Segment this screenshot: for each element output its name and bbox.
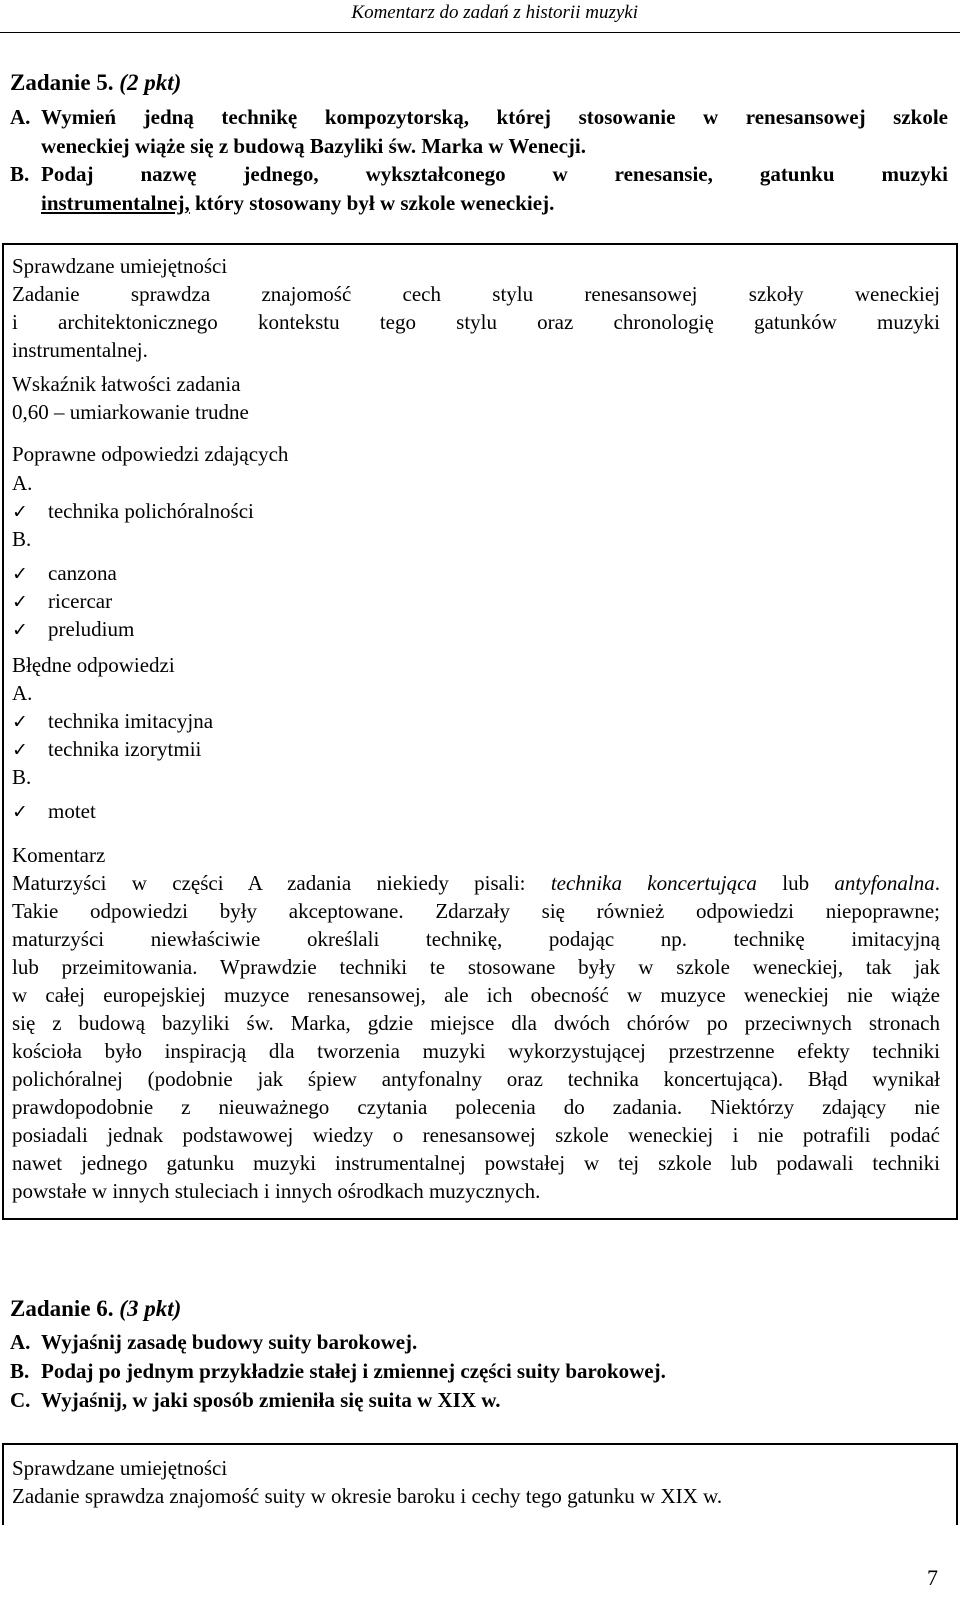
list-item <box>12 561 117 586</box>
comment-text: Maturzyści w części A zadania niekiedy pisali: <box>12 871 551 895</box>
task5-skills-line1: Zadanie sprawdza znajomość cech stylu renesansowej szkoły weneckiej <box>12 282 940 306</box>
task6-skills-label: Sprawdzane umiejętności <box>12 1456 228 1480</box>
task6-question-c <box>10 1386 948 1415</box>
task5-b-line2 <box>41 189 554 218</box>
checkmark-icon: ✓ <box>12 563 28 585</box>
list-item <box>12 617 134 642</box>
list-item <box>12 499 254 524</box>
task6-question-a <box>10 1328 948 1357</box>
task6-box-top-border <box>2 1443 958 1445</box>
page-number: 7 <box>927 1565 938 1590</box>
task5-comment-line: Takie odpowiedzi były akceptowane. Zdarzały się również odpowiedzi niepoprawne; <box>12 899 940 923</box>
task5-comment-line: się z budową bazyliki św. Marka, gdzie miejsce dla dwóch chórów po przeciwnych stronach <box>12 1011 940 1035</box>
list-item-label: technika imitacyjna <box>48 709 214 733</box>
task5-wrong-label: Błędne odpowiedzi <box>12 653 175 677</box>
task5-skills-line3: instrumentalnej. <box>12 338 148 362</box>
list-item-label: preludium <box>48 617 135 641</box>
task5-comment-line: w całej europejskiej muzyce renesansowej, ale ich obecność w muzyce weneckiej nie wiąże <box>12 983 940 1007</box>
task5-comment-line1 <box>12 871 940 896</box>
task6-b-text: Podaj po jednym przykładzie stałej i zmiennej części suity barokowej. <box>41 1359 666 1383</box>
comment-italic: antyfonalna <box>834 871 935 895</box>
task6-box-right-border <box>956 1443 958 1525</box>
task6-heading <box>10 1296 181 1322</box>
task5-wrong-b: B. <box>12 765 32 789</box>
task5-comment-line: polichóralnej (podobnie jak śpiew antyfonalny oraz technika koncertująca). Błąd wynikał <box>12 1067 940 1091</box>
task5-b-underlined: instrumentalnej, <box>41 191 190 215</box>
task5-b-line1: Podaj nazwę jednego, wykształconego w renesansie, gatunku muzyki <box>41 162 948 186</box>
task6-c-letter: C. <box>10 1388 31 1412</box>
checkmark-icon: ✓ <box>12 619 28 641</box>
task6-a-text: Wyjaśnij zasadę budowy suity barokowej. <box>41 1330 418 1354</box>
task5-a-letter: A. <box>10 105 31 129</box>
task5-comment-line: posiadali jednak podstawowej wiedzy o renesansowej szkole weneckiej i nie potrafili podać <box>12 1123 940 1147</box>
task5-comment-line: nawet jednego gatunku muzyki instrumentalnej powstałej w tej szkole lub podawali techniki <box>12 1151 940 1175</box>
task5-heading <box>10 70 181 96</box>
list-item-label: canzona <box>48 561 117 585</box>
task5-question-b <box>10 160 948 189</box>
checkmark-icon: ✓ <box>12 801 28 823</box>
task5-difficulty-value: 0,60 – umiarkowanie trudne <box>12 400 249 424</box>
task5-skills-line2: i architektonicznego kontekstu tego stylu oraz chronologię gatunków muzyki <box>12 310 940 334</box>
task6-b-letter: B. <box>10 1359 30 1383</box>
checkmark-icon: ✓ <box>12 739 28 761</box>
list-item-label: ricercar <box>48 589 113 613</box>
task5-a-line1: Wymień jedną technikę kompozytorską, której stosowanie w renesansowej szkole <box>41 105 948 129</box>
task6-points: (3 pkt) <box>119 1296 182 1321</box>
task6-title: Zadanie 6. <box>10 1296 114 1321</box>
list-item-label: technika polichóralności <box>48 499 254 523</box>
task5-difficulty-label: Wskaźnik łatwości zadania <box>12 372 241 396</box>
comment-text: lub <box>756 871 835 895</box>
list-item-label: technika izorytmii <box>48 737 202 761</box>
task5-comment-line: lub przeimitowania. Wprawdzie techniki te stosowane były w szkole weneckiej, tak jak <box>12 955 940 979</box>
task5-correct-label: Poprawne odpowiedzi zdających <box>12 442 289 466</box>
task6-skills-text: Zadanie sprawdza znajomość suity w okresie baroku i cechy tego gatunku w XIX w. <box>12 1484 723 1508</box>
task5-comment-line: powstałe w innych stuleciach i innych ośrodkach muzycznych. <box>12 1179 541 1203</box>
task6-c-text: Wyjaśnij, w jaki sposób zmieniła się suita w XIX w. <box>41 1388 501 1412</box>
task5-comment-label: Komentarz <box>12 843 106 867</box>
task5-comment-line: kościoła było inspiracją dla tworzenia muzyki wykorzystującej przestrzenne efekty techniki <box>12 1039 940 1063</box>
page-header <box>0 0 960 33</box>
task5-comment-line: prawdopodobnie z nieuważnego czytania polecenia do zadania. Niektórzy zdający nie <box>12 1095 940 1119</box>
task5-wrong-a: A. <box>12 681 33 705</box>
checkmark-icon: ✓ <box>12 591 28 613</box>
list-item <box>12 799 96 824</box>
task5-b-rest: który stosowany był w szkole weneckiej. <box>189 191 555 215</box>
checkmark-icon: ✓ <box>12 711 28 733</box>
task5-skills-label: Sprawdzane umiejętności <box>12 254 228 278</box>
list-item <box>12 737 201 762</box>
comment-text: . <box>934 871 940 895</box>
list-item-label: motet <box>48 799 96 823</box>
comment-italic: technika koncertująca <box>550 871 757 895</box>
task5-a-line2: weneckiej wiąże się z budową Bazyliki św. Marka w Wenecji. <box>41 134 586 158</box>
task5-correct-b: B. <box>12 527 32 551</box>
list-item <box>12 589 112 614</box>
task5-comment-line: maturzyści niewłaściwie określali technikę, podając np. technikę imitacyjną <box>12 927 940 951</box>
task6-question-b <box>10 1357 948 1386</box>
task5-question-a <box>10 103 948 132</box>
task5-b-letter: B. <box>10 162 30 186</box>
task5-correct-a: A. <box>12 471 33 495</box>
task6-box-left-border <box>2 1443 4 1525</box>
header-title: Komentarz do zadań z historii muzyki <box>351 2 638 23</box>
task6-a-letter: A. <box>10 1330 31 1354</box>
list-item <box>12 709 213 734</box>
checkmark-icon: ✓ <box>12 501 28 523</box>
task5-title: Zadanie 5. <box>10 70 114 95</box>
task5-points: (2 pkt) <box>119 70 182 95</box>
